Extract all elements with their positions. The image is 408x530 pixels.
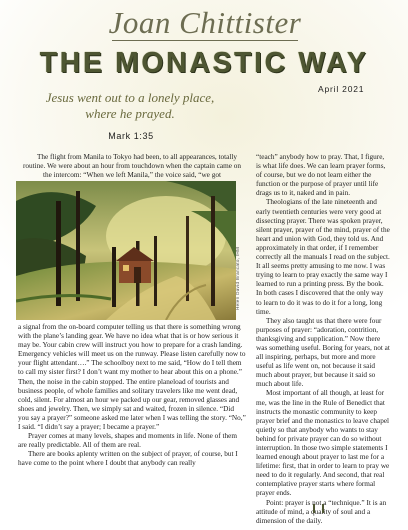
author-name: Joan Chittister xyxy=(108,5,302,40)
paragraph: The flight from Manila to Tokyo had been, to all appearances, totally routine. We were about an hour from touchdown when the captain came on the intercom: “When we left Manila,” the voice said, “we got xyxy=(22,153,242,180)
epigraph-line-2: where he prayed. xyxy=(85,106,175,121)
paragraph: Theologians of the late nineteenth and early twentieth centuries were very good at dissecting prayer. There was spoken prayer, silent prayer, prayer of the mind, prayer of the heart and union with God, they told us. And approximately in that order, if I remember correctly all the manuals I read on the subject. It all seems pretty amusing to me now. I was trying to learn to pray exactly the same way I learned to run a printing press. By the book. In both cases I discovered that the only way to learn to do it was to do it for a long, long time. xyxy=(256,198,390,316)
newsletter-title: THE MONASTIC WAY xyxy=(39,47,369,79)
painting-illustration xyxy=(16,181,236,320)
paragraph: a signal from the on-board computer telling us that there is something wrong with the plane’s landing gear. We have no idea what that is or how serious it may be. Your cabin crew will instruct you how to prepare for a crash landing. Emergency vehicles will meet us on the runway. Please listen carefully now to your flight attendant….” The schoolboy next to me said, “How do I tell them to call my sister first? I don’t want my mother to hear about this on a phone.” Then, the noise in the cabin stopped. The entire planeload of tourists and business people, of whole families and solitary travelers like me went dead, cold, silent. For almost an hour we packed up our gear, removed glasses and shoes and jewelry. Then, we simply sat and waited, frozen in silence. “Did you say a prayer?” someone asked me later when I was telling the story. “No,” I said. “I didn’t say a prayer; I became a prayer.” xyxy=(18,323,246,432)
paragraph: Most important of all though, at least for me, was the line in the Rule of Benedict that instructs the monastic community to keep prayer brief and the monastics to leave chapel quietly so that anybody who wants to stay behind for private prayer can do so without interruption. In those two simple statements I learned enough about prayer to last me for a lifetime: first, that in order to learn to pray we need to do it regularly. And second, that real contemplative prayer starts where formal prayer ends. xyxy=(256,389,390,498)
forest-cabin-painting xyxy=(16,181,236,320)
right-column xyxy=(256,153,390,526)
issue-date: April 2021 xyxy=(318,84,365,94)
left-column-intro xyxy=(18,153,246,180)
paragraph: Point: prayer is not a “technique.” It is an attitude of mind, a quality of soul and a dimension of the daily. xyxy=(256,498,387,525)
left-column-body xyxy=(18,323,246,469)
end-mark-icon xyxy=(313,504,324,513)
image-credit: Helen David Brancato, IHM xyxy=(235,246,240,310)
paragraph: “teach” anybody how to pray. That, I figure, is what life does. We can learn prayer forms, of course, but we do not learn either the function or the purpose of prayer until life drags us to it, naked and in pain. xyxy=(256,153,386,198)
paragraph: Prayer comes at many levels, shapes and moments in life. None of them are really predictable. All of them are real. xyxy=(18,432,237,450)
epigraph-line-1: Jesus went out to a lonely place, xyxy=(45,90,215,105)
epigraph-reference: Mark 1:35 xyxy=(108,131,154,141)
author-underline xyxy=(112,40,298,41)
epigraph xyxy=(30,90,230,122)
paragraph: There are books aplenty written on the subject of prayer, of course, but I have come to the point where I doubt that anybody can really xyxy=(18,450,238,468)
paragraph: They also taught us that there were four purposes of prayer: “adoration, contrition, thanksgiving and supplication.” Now there was something useful. Boring for years, not at all inspiring, perhaps, but more and more useful as life went on, not because it said much about prayer, but because it said so much about life. xyxy=(256,316,390,389)
